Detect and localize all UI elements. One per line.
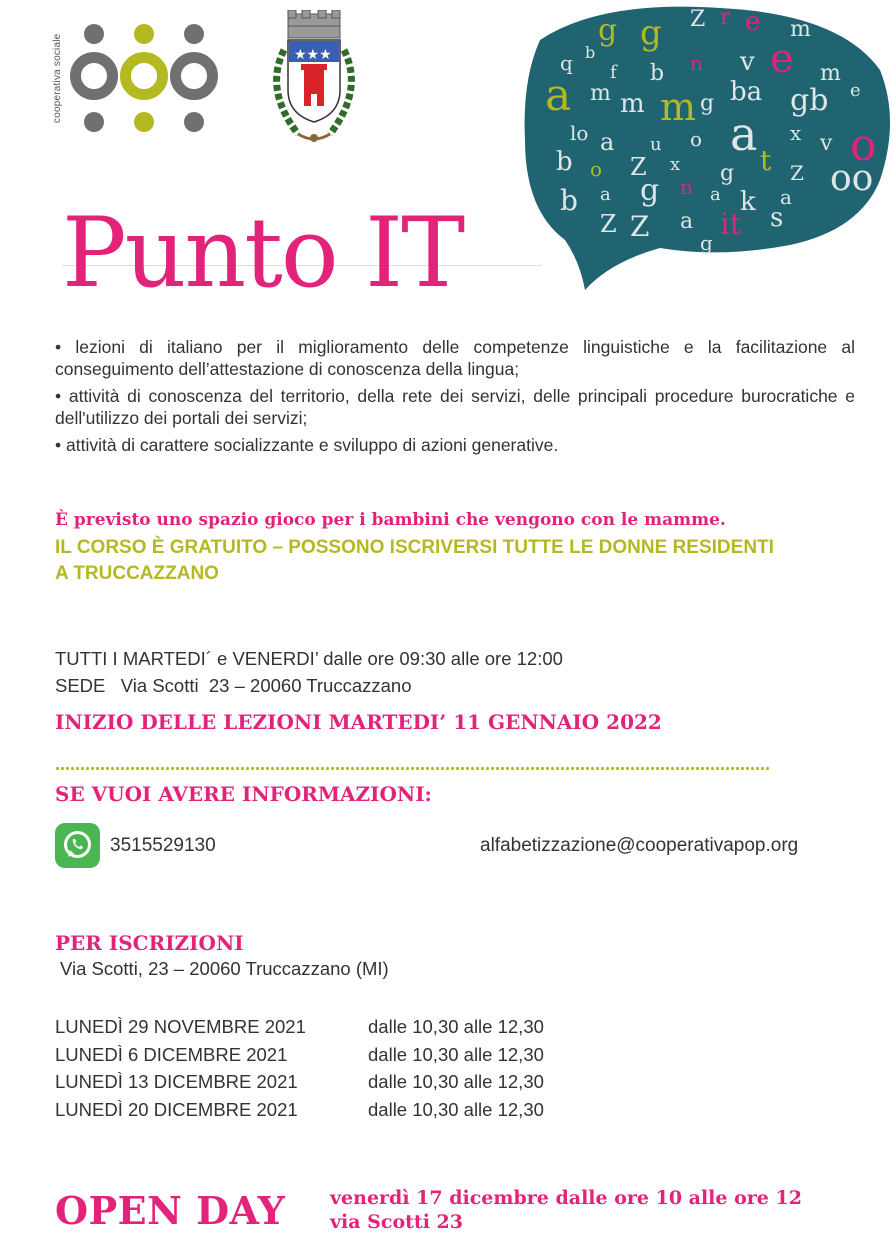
open-day-where: via Scotti 23 [330, 1211, 463, 1233]
svg-text:a: a [780, 185, 792, 209]
phone-number[interactable]: 3515529130 [110, 835, 216, 856]
svg-text:a: a [600, 128, 615, 156]
svg-text:g: g [598, 13, 618, 48]
enroll-date: LUNEDÌ 29 NOVEMBRE 2021 [55, 1016, 306, 1037]
list-item [55, 1068, 544, 1096]
svg-text:b: b [585, 43, 596, 62]
svg-text:ba: ba [730, 77, 763, 107]
svg-text:t: t [760, 144, 772, 177]
svg-text:f: f [610, 62, 617, 83]
schedule-days: TUTTI I MARTEDI´ e VENERDI’ dalle ore 09:30 alle ore 12:00 [55, 648, 563, 669]
svg-text:oo: oo [830, 158, 874, 199]
svg-text:m: m [790, 17, 811, 42]
list-item: • attività di carattere socializzante e sviluppo di azioni generative. [55, 435, 559, 455]
email-link[interactable]: alfabetizzazione@cooperativapop.org [480, 835, 799, 856]
list-item [55, 1096, 544, 1124]
activities-list [55, 336, 855, 461]
svg-text:g: g [700, 91, 715, 116]
info-heading: SE VUOI AVERE INFORMAZIONI: [55, 782, 432, 806]
svg-text:e: e [770, 36, 794, 82]
svg-text:b: b [560, 184, 578, 217]
schedule [55, 645, 563, 699]
svg-text:a: a [710, 184, 721, 205]
open-day-when: venerdì 17 dicembre dalle ore 10 alle ore 12 [330, 1187, 802, 1209]
svg-text:gb: gb [790, 83, 829, 118]
svg-text:g: g [640, 13, 662, 53]
svg-text:Z: Z [690, 7, 706, 32]
list-item: • attività di conoscenza del territorio, della rete dei servizi, delle principali procedure burocratiche e dell'utilizzo dei portali dei servizi; [55, 386, 855, 428]
enroll-date: LUNEDÌ 20 DICEMBRE 2021 [55, 1098, 298, 1120]
page-title: Punto IT [62, 197, 464, 309]
enroll-dates [55, 1013, 544, 1123]
svg-text:e: e [745, 7, 761, 37]
enroll-address: Via Scotti, 23 – 20060 Truccazzano (MI) [60, 958, 389, 979]
svg-text:g: g [700, 231, 713, 255]
svg-text:b: b [556, 147, 573, 177]
svg-text:lo: lo [570, 121, 589, 145]
dotted-divider [55, 766, 770, 771]
play-area-notice: È previsto uno spazio gioco per i bambini che vengono con le mamme. [55, 510, 726, 530]
svg-text:b: b [650, 61, 665, 86]
svg-text:Z: Z [630, 153, 647, 181]
svg-text:g: g [640, 173, 660, 208]
svg-text:s: s [770, 203, 784, 233]
free-course-notice: IL CORSO È GRATUITO – POSSONO ISCRIVERSI TUTTE LE DONNE RESIDENTI A TRUCCAZZANO [55, 537, 774, 584]
svg-text:n: n [690, 51, 703, 75]
list-item: • lezioni di italiano per il miglioramento delle competenze linguistiche e la facilitazione al conseguimento dell’attestazione di conoscenza della lingua; [55, 337, 855, 379]
enroll-time: dalle 10,30 alle 12,30 [368, 1016, 544, 1037]
svg-text:q: q [560, 51, 573, 75]
svg-text:x: x [790, 121, 802, 145]
svg-text:r: r [720, 5, 731, 30]
svg-text:o: o [690, 127, 703, 151]
logo-tagline: cooperativa sociale [52, 33, 63, 123]
svg-text:e: e [850, 80, 861, 101]
svg-text:Z: Z [630, 210, 650, 243]
svg-text:x: x [670, 154, 681, 175]
enroll-time: dalle 10,30 alle 12,30 [368, 1071, 544, 1092]
svg-text:n: n [680, 175, 693, 199]
svg-text:it: it [720, 207, 742, 242]
svg-text:a: a [600, 184, 611, 205]
svg-text:o: o [850, 120, 877, 171]
svg-text:Z: Z [790, 161, 804, 185]
svg-text:m: m [660, 85, 697, 129]
svg-text:v: v [820, 131, 833, 156]
schedule-location: SEDE Via Scotti 23 – 20060 Truccazzano [55, 675, 412, 696]
whatsapp-icon[interactable] [55, 823, 100, 868]
svg-text:k: k [740, 187, 756, 217]
list-item [55, 1013, 544, 1041]
enroll-time: dalle 10,30 alle 12,30 [368, 1098, 544, 1120]
svg-text:m: m [590, 81, 611, 106]
svg-text:o: o [590, 157, 603, 181]
enroll-date: LUNEDÌ 6 DICEMBRE 2021 [55, 1043, 288, 1065]
svg-text:★★★: ★★★ [294, 47, 332, 63]
lessons-start: INIZIO DELLE LEZIONI MARTEDI’ 11 GENNAIO 2022 [55, 710, 662, 734]
enroll-heading: PER ISCRIZIONI [55, 931, 244, 955]
svg-text:a: a [680, 209, 694, 234]
list-item [55, 1041, 544, 1069]
enroll-date: LUNEDÌ 13 DICEMBRE 2021 [55, 1071, 298, 1092]
svg-text:m: m [620, 89, 645, 119]
svg-text:g: g [720, 161, 735, 186]
enroll-time: dalle 10,30 alle 12,30 [368, 1043, 544, 1065]
svg-text:a: a [730, 107, 758, 161]
svg-text:a: a [545, 70, 572, 121]
open-day-label: OPEN DAY [55, 1188, 286, 1233]
svg-text:u: u [650, 134, 662, 155]
svg-text:Z: Z [600, 210, 617, 238]
svg-text:m: m [820, 61, 841, 86]
svg-text:v: v [740, 47, 755, 77]
